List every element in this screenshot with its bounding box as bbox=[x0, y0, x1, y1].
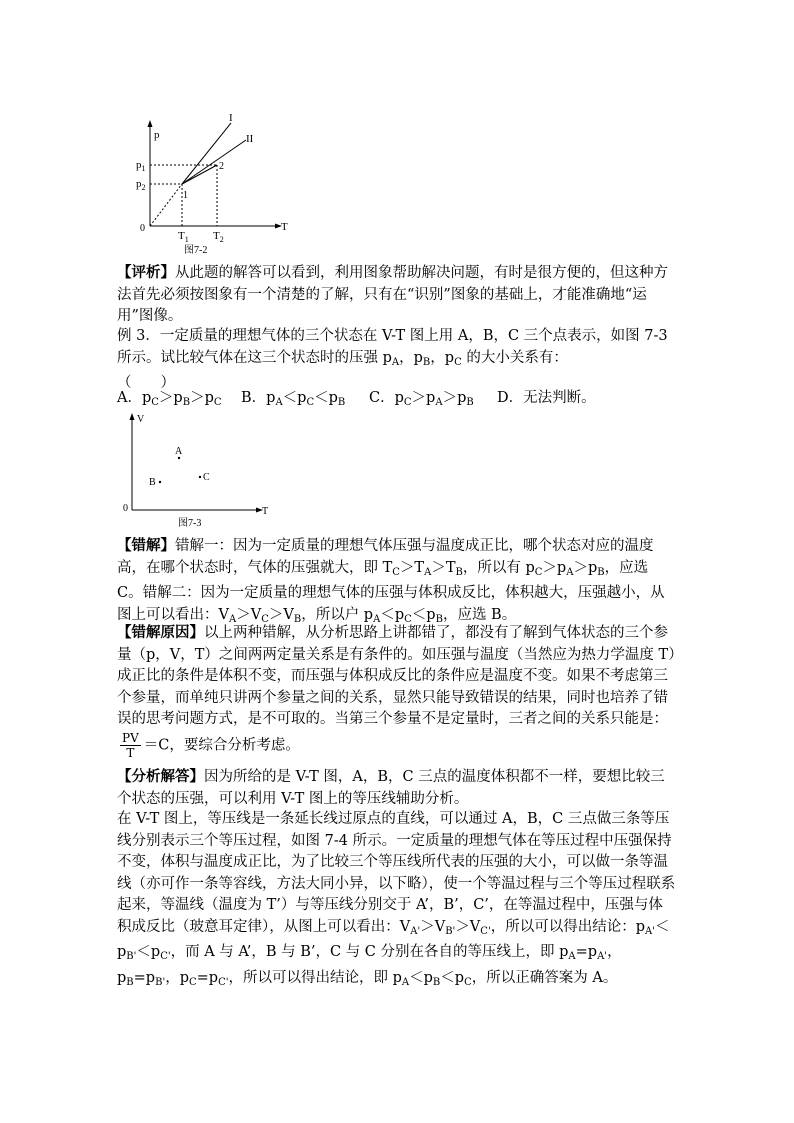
t-axis-label: T bbox=[281, 221, 288, 233]
p1-label: $p_1$ bbox=[136, 159, 146, 173]
point-b bbox=[159, 481, 161, 483]
choice-d: D．无法判断。 bbox=[497, 390, 596, 406]
analysis-paragraph: 【分析解答】因为所给的是 V-T 图，A，B，C 三点的温度体积都不一样，要想比较三个状态的压强，可以利用 V-T 图上的等压线辅助分析。 bbox=[117, 768, 665, 807]
line-I bbox=[182, 123, 231, 184]
point-a bbox=[178, 457, 180, 459]
origin-label: 0 bbox=[123, 503, 128, 514]
line-II-label: II bbox=[246, 133, 254, 145]
figure-caption: 图7-3 bbox=[178, 518, 202, 529]
point-2-label: 2 bbox=[219, 161, 224, 172]
line-II-extension bbox=[150, 184, 182, 226]
choice-a: A．$p_C>p_B>p_C$ bbox=[117, 390, 222, 408]
point-b-label: B bbox=[149, 477, 156, 488]
point-1-label: 1 bbox=[183, 190, 188, 201]
tag-commentary: 【评析】 bbox=[117, 264, 175, 281]
line-II bbox=[182, 140, 246, 184]
figure-7-3-svg bbox=[118, 410, 278, 532]
figure-7-3 bbox=[118, 410, 278, 532]
answer-blank: （ ） bbox=[117, 375, 175, 391]
t2-label: $T_2$ bbox=[213, 230, 224, 244]
p-axis-arrow bbox=[148, 120, 153, 127]
tag-error-cause: 【错解原因】 bbox=[117, 624, 204, 641]
example-3-question: 例 3．一定质量的理想气体的三个状态在 V-T 图上用 A，B，C 三个点表示，如图 7-3 所示。试比较气体在这三个状态时的压强 $p_A$，$p_B$，$p_C$ 的大小关系有： （ ） bbox=[117, 328, 668, 391]
t-axis-label: T bbox=[262, 506, 269, 517]
choice-b: B．$p_A<p_C<p_B$ bbox=[241, 390, 346, 408]
choice-c: C．$p_C>p_A>p_B$ bbox=[369, 390, 474, 408]
tag-analysis: 【分析解答】 bbox=[117, 768, 204, 785]
figure-7-2 bbox=[128, 112, 303, 257]
p-axis-label: p bbox=[154, 129, 160, 141]
point-c bbox=[199, 476, 201, 478]
error-cause-paragraph: 【错解原因】以上两种错解，从分析思路上讲都错了，都没有了解到气体状态的三个参量（p，V，T）之间两两定量关系是有条件的。如压强与温度（当然应为热力学温度 T）成正比的条件是体积不变，而压强与体积成反比的条件应是温度不变。如果不考虑第三个参量，而单纯只讲两个参量之间的关系，显然只能导致错误的结果，同时也培养了错误的思考问题方式，是不可取的。当第三个参量不是定量时，三者之间的关系只能是： $\frac{PV}{T}$ ＝C，要综合分析考虑。 bbox=[117, 624, 676, 760]
t1-label: $T_1$ bbox=[178, 230, 189, 244]
point-a-label: A bbox=[175, 446, 183, 457]
point-c-label: C bbox=[203, 472, 210, 483]
v-axis-arrow bbox=[130, 413, 135, 420]
figure-caption: 图7-2 bbox=[184, 245, 208, 256]
figure-7-2-svg bbox=[128, 112, 303, 257]
v-axis-label: V bbox=[137, 414, 145, 425]
pv-over-t-fraction: $\frac{PV}{T}$ bbox=[122, 730, 139, 760]
origin-label: 0 bbox=[140, 223, 145, 234]
process-1-2 bbox=[182, 165, 217, 184]
commentary-paragraph: 【评析】从此题的解答可以看到，利用图象帮助解决问题，有时是很方便的，但这种方法首先必须按图象有一个清楚的了解，只有在“识别”图象的基础上，才能准确地“运用”图像。 bbox=[117, 264, 668, 324]
line-I-label: I bbox=[229, 112, 233, 124]
p2-label: $p_2$ bbox=[136, 178, 146, 192]
analysis-detail-paragraph: 在 V-T 图上，等压线是一条延长线过原点的直线，可以通过 A，B，C 三点做三条等压线分别表示三个等压过程，如图 7-4 所示。一定质量的理想气体在等压过程中压强保持不变，体积与温度成正比，为了比较三个等压线所代表的压强的大小，可以做一条等温线（亦可作一条等容线，方法大同小异，以下略），使一个等温过程与三个等压过程联系起来，等温线（温度为 T’）与等压线分别交于 A’，B’，C’，在等温过程中，压强与体积成反比（玻意耳定律），从图上可以看出：$V_{A'}>V_{B'}>V_{C'}$，所以可以得出结论：$p_{A'}<p_{B'}<p_{C'}$，而 A 与 A’，B 与 B’，C 与 C 分别在各自的等压线上，即 $p_A=p_{A'}$，$p_B=p_{B'}$，$p_C=p_{C'}$，所以可以得出结论，即 $p_A<p_B<p_C$，所以正确答案为 A。 bbox=[117, 811, 676, 988]
tag-wrong-solution: 【错解】 bbox=[117, 537, 175, 554]
wrong-solution-paragraph: 【错解】错解一：因为一定质量的理想气体压强与温度成正比，哪个状态对应的温度高，在哪个状态时，气体的压强就大，即 $T_C>T_A>T_B$，所以有 $p_C>p_A>p_B$，应选 C。错解二：因为一定质量的理想气体的压强与体积成反比，体积越大，压强越小，从图上可以看出：$V_A>V_C>V_B$，所以户 $p_A<p_C<p_B$，应选 B。 bbox=[117, 537, 665, 625]
